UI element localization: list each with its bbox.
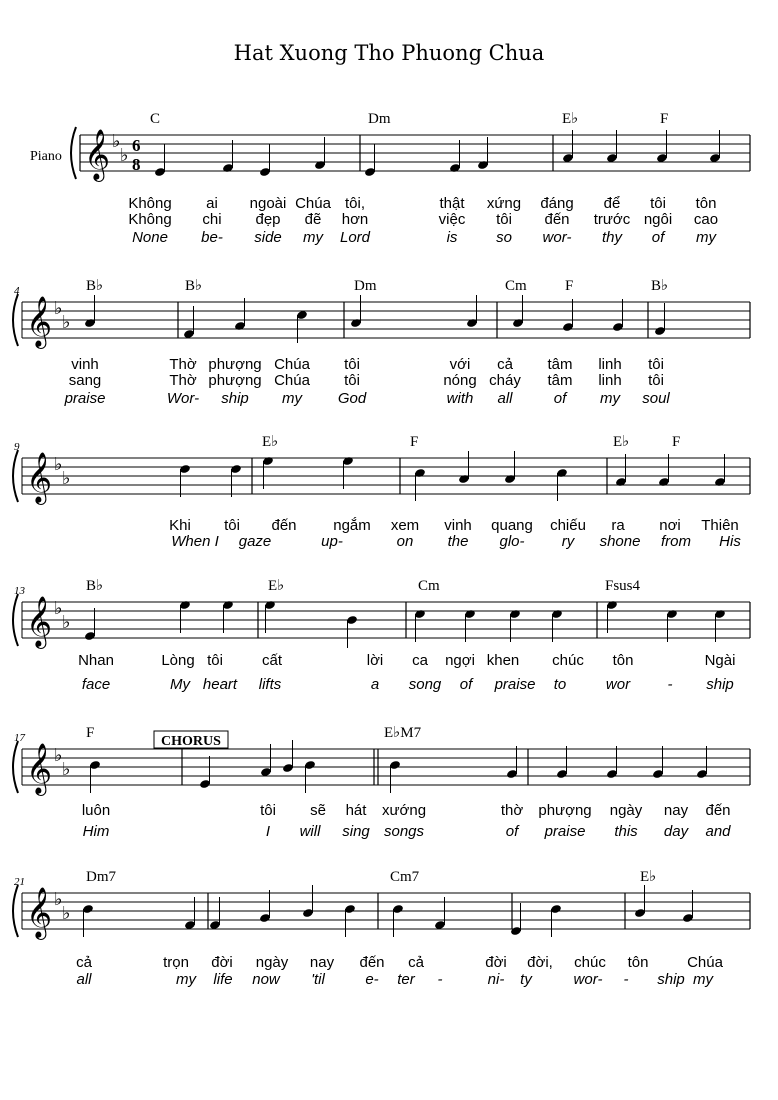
lyric-english: a [370, 676, 380, 693]
brace [13, 741, 18, 793]
flat-icon: ♭ [112, 131, 121, 152]
lyric-vietnamese: hát [345, 802, 367, 819]
lyric-english: of [553, 390, 567, 407]
lyric-english: from [661, 533, 691, 550]
chord-symbol: F [86, 725, 95, 741]
lyric-vietnamese: Chúa [274, 356, 310, 373]
lyric-english: with [446, 390, 474, 407]
lyric-english: Lord [339, 229, 371, 246]
lyric-vietnamese: với [449, 356, 471, 373]
lyric-vietnamese: tôi [496, 211, 512, 228]
chord-symbol: B♭ [185, 278, 203, 294]
chord-symbol: E♭ [640, 869, 657, 885]
chord-symbol: B♭ [651, 278, 669, 294]
lyric-english: will [299, 823, 321, 840]
lyric-vietnamese: ngợi [445, 652, 475, 669]
lyric-english: of [459, 676, 473, 693]
flat-icon: ♭ [62, 612, 71, 633]
lyric-english: and [705, 823, 731, 840]
chord-symbol: E♭ [268, 578, 285, 594]
lyric-english: When I [171, 533, 219, 550]
lyric-english: soul [642, 390, 670, 407]
lyric-vietnamese: Khi [169, 517, 191, 534]
lyric-vietnamese: quang [491, 517, 533, 534]
lyric-vietnamese: ngôi [643, 211, 673, 228]
lyric-vietnamese: chúc [574, 954, 606, 971]
lyric-english: on [396, 533, 414, 550]
lyric-vietnamese: việc [438, 211, 466, 228]
lyric-vietnamese: linh [598, 356, 622, 373]
lyric-english: I [265, 823, 271, 840]
lyric-english: my [282, 390, 302, 407]
lyric-vietnamese: sang [68, 372, 102, 389]
chord-symbol: F [565, 278, 574, 294]
lyric-english: all [76, 971, 92, 988]
lyric-vietnamese: ngày [255, 954, 289, 971]
lyric-vietnamese: đến [705, 802, 731, 819]
brace [13, 450, 18, 502]
lyric-vietnamese: đáng [540, 195, 574, 212]
lyric-english: praise [64, 390, 106, 407]
lyric-vietnamese: đến [359, 954, 385, 971]
lyric-vietnamese: phượng [538, 802, 592, 819]
time-signature-bottom: 8 [132, 155, 141, 174]
treble-clef-icon: 𝄞 [26, 296, 53, 347]
lyric-vietnamese: tôi, [344, 195, 366, 212]
lyric-vietnamese: chúc [552, 652, 584, 669]
lyric-vietnamese: Nhan [78, 652, 114, 669]
lyric-vietnamese: tôi [648, 356, 664, 373]
lyric-english: gaze [238, 533, 272, 550]
lyric-vietnamese: xướng [381, 802, 427, 819]
brace [13, 594, 18, 646]
lyric-english: My [170, 676, 190, 693]
lyric-vietnamese: luôn [81, 802, 111, 819]
lyric-english: 'til [311, 971, 325, 988]
chord-symbol: Dm [368, 111, 391, 127]
lyric-english: - [667, 676, 673, 693]
lyric-vietnamese: thờ [500, 802, 524, 819]
lyric-vietnamese: Chúa [687, 954, 723, 971]
lyric-vietnamese: ngắm [333, 517, 371, 534]
lyric-vietnamese: xứng [486, 195, 522, 212]
lyric-vietnamese: cả [76, 954, 92, 971]
lyric-vietnamese: đời [485, 954, 507, 971]
chord-symbol: B♭ [86, 278, 104, 294]
treble-clef-icon: 𝄞 [26, 452, 53, 503]
lyric-vietnamese: Ngài [704, 652, 736, 669]
lyric-english: is [446, 229, 458, 246]
lyric-vietnamese: sẽ [310, 802, 326, 819]
lyric-english: thy [601, 229, 623, 246]
staff-system [13, 578, 750, 693]
lyric-vietnamese: Thờ [169, 372, 197, 389]
chord-symbol: Dm7 [86, 869, 116, 885]
lyric-english: be- [201, 229, 223, 246]
lyric-vietnamese: trọn [163, 954, 189, 971]
lyric-vietnamese: chiếu [550, 517, 586, 534]
staff-system [13, 434, 750, 550]
score-title: Hat Xuong Tho Phuong Chua [233, 41, 545, 65]
lyric-english: God [337, 390, 367, 407]
lyric-english: ni- [487, 971, 505, 988]
chord-symbol: B♭ [86, 578, 104, 594]
measure-number: 17 [14, 732, 25, 744]
lyric-vietnamese: vinh [444, 517, 472, 534]
lyric-english: heart [202, 676, 238, 693]
chord-symbol: Fsus4 [605, 578, 641, 594]
lyric-vietnamese: trước [593, 211, 631, 228]
treble-clef-icon: 𝄞 [26, 887, 53, 938]
lyric-vietnamese: nay [309, 954, 335, 971]
lyric-english: wor- [573, 971, 603, 988]
lyric-vietnamese: nay [663, 802, 689, 819]
treble-clef-icon: 𝄞 [26, 596, 53, 647]
lyric-vietnamese: tâm [547, 356, 573, 373]
lyric-english: praise [494, 676, 536, 693]
flat-icon: ♭ [62, 312, 71, 333]
flat-icon: ♭ [54, 745, 63, 766]
lyric-vietnamese: tôi [344, 372, 360, 389]
staff-system [13, 725, 750, 840]
lyric-english: wor [605, 676, 631, 693]
lyric-vietnamese: Không [128, 211, 172, 228]
lyric-english: glo- [499, 533, 525, 550]
chord-symbol: E♭ [562, 111, 579, 127]
lyric-english: my [696, 229, 716, 246]
lyric-vietnamese: để [603, 195, 621, 212]
lyric-vietnamese: đẽ [304, 211, 322, 228]
lyric-vietnamese: đời, [527, 954, 553, 971]
lyric-vietnamese: Chúa [274, 372, 310, 389]
lyric-vietnamese: khen [486, 652, 520, 669]
chord-symbol: E♭ [262, 434, 279, 450]
lyric-english: the [447, 533, 469, 550]
chord-symbol: Cm [505, 278, 527, 294]
lyric-english: of [651, 229, 665, 246]
lyric-vietnamese: Lòng [161, 652, 195, 669]
lyric-english: my [303, 229, 323, 246]
lyric-english: sing [342, 823, 370, 840]
lyric-vietnamese: phượng [208, 356, 262, 373]
lyric-vietnamese: ngày [609, 802, 643, 819]
lyric-english: all [497, 390, 513, 407]
lyric-english: now [252, 971, 280, 988]
rehearsal-mark: CHORUS [161, 734, 221, 749]
lyric-vietnamese: thật [439, 195, 465, 212]
lyric-vietnamese: ca [412, 652, 428, 669]
lyric-english: None [132, 229, 168, 246]
flat-icon: ♭ [54, 298, 63, 319]
lyric-vietnamese: Thờ [169, 356, 197, 373]
chord-symbol: E♭M7 [384, 725, 422, 741]
lyric-english: so [496, 229, 512, 246]
flat-icon: ♭ [120, 145, 129, 166]
chord-symbol: Cm [418, 578, 440, 594]
lyric-english: life [213, 971, 233, 988]
lyric-english: song [408, 676, 442, 693]
lyric-english: to [553, 676, 567, 693]
staff-system [13, 278, 750, 407]
lyric-vietnamese: cao [693, 211, 719, 228]
lyric-vietnamese: đến [544, 211, 570, 228]
lyric-vietnamese: vinh [71, 356, 99, 373]
lyric-vietnamese: tôi [648, 372, 664, 389]
lyric-vietnamese: đẹp [255, 211, 281, 228]
lyric-english: ship [221, 390, 249, 407]
instrument-name: Piano [30, 149, 62, 164]
lyric-vietnamese: xem [390, 517, 420, 534]
lyric-vietnamese: nơi [659, 517, 681, 534]
lyric-english: songs [383, 823, 425, 840]
lyric-english: my [176, 971, 196, 988]
chord-symbol: E♭ [613, 434, 630, 450]
lyric-vietnamese: tôi [344, 356, 360, 373]
chord-symbol: Dm [354, 278, 377, 294]
flat-icon: ♭ [62, 759, 71, 780]
chord-symbol: C [150, 111, 161, 127]
chord-symbol: F [672, 434, 681, 450]
lyric-english: - [437, 971, 443, 988]
lyric-english: ter [397, 971, 415, 988]
flat-icon: ♭ [54, 889, 63, 910]
chord-symbol: F [660, 111, 669, 127]
lyric-vietnamese: tôi [224, 517, 240, 534]
lyric-english: ship [706, 676, 734, 693]
brace [13, 885, 18, 937]
flat-icon: ♭ [54, 454, 63, 475]
lyric-english: lifts [258, 676, 282, 693]
lyric-vietnamese: tâm [547, 372, 573, 389]
lyric-vietnamese: tôn [695, 195, 717, 212]
measure-number: 13 [14, 585, 25, 597]
lyric-english: up- [321, 533, 343, 550]
flat-icon: ♭ [54, 598, 63, 619]
lyric-vietnamese: tôi [207, 652, 223, 669]
lyric-vietnamese: ai [206, 195, 218, 212]
lyric-english: Wor- [166, 390, 200, 407]
brace [13, 294, 18, 346]
lyric-english: shone [599, 533, 641, 550]
lyric-english: day [663, 823, 689, 840]
chord-symbol: F [410, 434, 419, 450]
treble-clef-icon: 𝄞 [26, 743, 53, 794]
lyric-vietnamese: cất [261, 652, 283, 669]
flat-icon: ♭ [62, 468, 71, 489]
lyric-english: Him [82, 823, 110, 840]
lyric-vietnamese: tôi [260, 802, 276, 819]
lyric-vietnamese: đến [271, 517, 297, 534]
lyric-vietnamese: Không [128, 195, 172, 212]
lyric-vietnamese: cả [408, 954, 424, 971]
lyric-english: of [505, 823, 519, 840]
time-signature-top: 6 [132, 136, 141, 155]
lyric-english: e- [365, 971, 379, 988]
lyric-english: praise [544, 823, 586, 840]
lyric-vietnamese: nóng [443, 372, 477, 389]
chord-symbol: Cm7 [390, 869, 420, 885]
lyric-english: this [614, 823, 638, 840]
staff-system [71, 111, 750, 246]
treble-clef-icon: 𝄞 [84, 129, 111, 180]
lyric-vietnamese: đời [211, 954, 233, 971]
lyric-vietnamese: phượng [208, 372, 262, 389]
lyric-vietnamese: Thiên [701, 517, 739, 534]
lyric-vietnamese: ra [611, 517, 625, 534]
lyric-vietnamese: Chúa [295, 195, 331, 212]
lyric-vietnamese: tôi [650, 195, 666, 212]
measure-number: 9 [14, 441, 20, 453]
lyric-vietnamese: ngoài [249, 195, 287, 212]
lyric-english: - [623, 971, 629, 988]
lyric-english: ty [520, 971, 532, 988]
measure-number: 4 [14, 285, 20, 297]
lyric-english: my [693, 971, 713, 988]
lyric-english: wor- [542, 229, 572, 246]
lyric-english: my [600, 390, 620, 407]
lyric-vietnamese: lời [366, 652, 384, 669]
lyric-vietnamese: chi [202, 211, 222, 228]
staff-system [13, 869, 750, 988]
lyric-vietnamese: tôn [612, 652, 634, 669]
measure-number: 21 [14, 876, 25, 888]
lyric-vietnamese: linh [598, 372, 622, 389]
brace [71, 127, 76, 179]
lyric-vietnamese: cả [497, 356, 513, 373]
lyric-english: side [254, 229, 282, 246]
lyric-english: ship [657, 971, 685, 988]
lyric-vietnamese: tôn [627, 954, 649, 971]
lyric-vietnamese: cháy [489, 372, 521, 389]
flat-icon: ♭ [62, 903, 71, 924]
lyric-vietnamese: hơn [341, 211, 369, 228]
lyric-english: face [81, 676, 111, 693]
lyric-english: ry [561, 533, 575, 550]
lyric-english: His [719, 533, 741, 550]
